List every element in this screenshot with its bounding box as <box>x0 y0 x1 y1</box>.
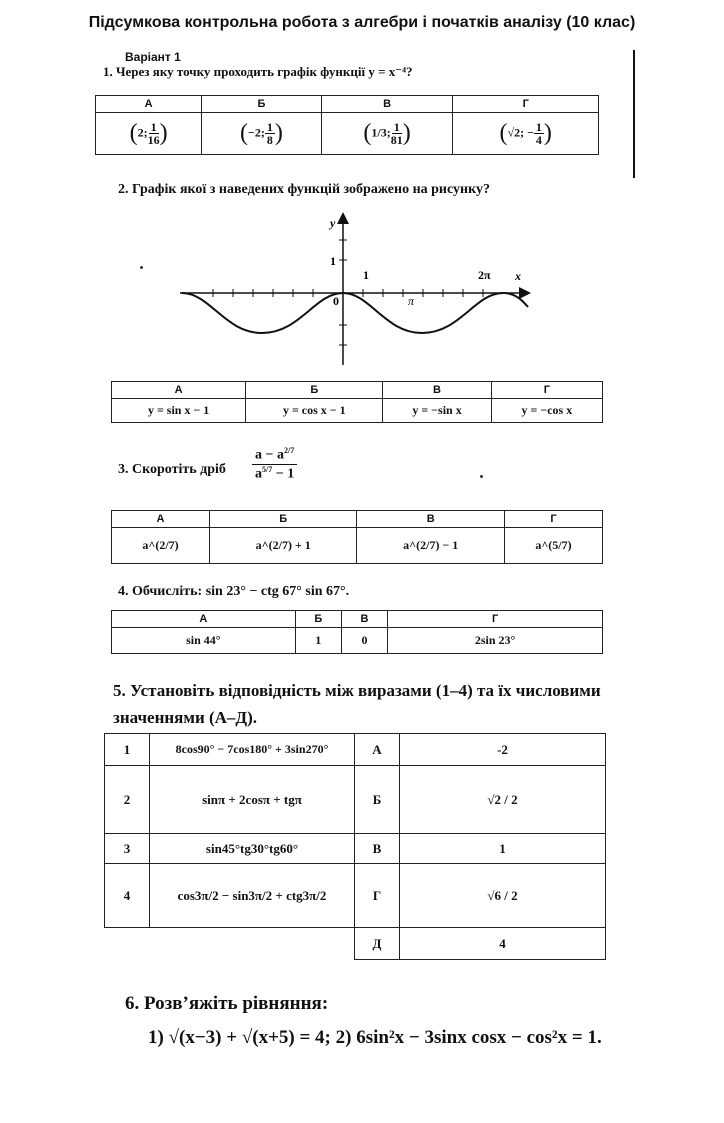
q2-answers-table <box>111 381 603 423</box>
q2-header-g: Г <box>491 382 602 399</box>
q1-header-g: Г <box>453 96 599 113</box>
q4-answers-table <box>111 610 603 654</box>
margin-line <box>633 50 635 178</box>
x-label: x <box>515 269 521 283</box>
q5-row-number: 1 <box>105 734 150 766</box>
q5-row <box>105 734 606 766</box>
q4-header-v: В <box>341 611 387 628</box>
y-one-label: 1 <box>330 254 336 268</box>
q5-letter: В <box>355 834 400 864</box>
q2-option-b[interactable]: y = cos x − 1 <box>246 399 383 423</box>
q3-fraction: $a - a^{2/7}$ $a^{5/7} - 1$ <box>252 446 297 482</box>
q5-value: 4 <box>400 928 606 960</box>
stray-dot <box>140 266 143 269</box>
q1-option-b[interactable]: (−2; $\frac{1}{8}$ ) <box>202 113 321 155</box>
q2-option-g[interactable]: y = −cos x <box>491 399 602 423</box>
q5-row <box>105 928 606 960</box>
q5-value: 1 <box>400 834 606 864</box>
q3-header-v: В <box>357 511 504 528</box>
q4-option-b[interactable]: 1 <box>295 628 341 654</box>
q1-answers-table <box>95 95 599 155</box>
pi-label: π <box>408 294 415 308</box>
q5-letter: А <box>355 734 400 766</box>
page-title: Підсумкова контрольна робота з алгебри і початків аналізу (10 клас) <box>88 14 636 31</box>
q5-value: √6 / 2 <box>400 864 606 928</box>
q3-answers-table <box>111 510 603 564</box>
stray-dot-2 <box>480 475 483 478</box>
q5-expression: sin45°tg30°tg60° <box>150 834 355 864</box>
q5-expression: 8cos90° − 7cos180° + 3sin270° <box>150 734 355 766</box>
question-1: 1. Через яку точку проходить графік функції y = x⁻⁴? <box>103 64 413 79</box>
q4-header-g: Г <box>388 611 603 628</box>
q1-header-v: В <box>321 96 453 113</box>
cosine-graph <box>170 205 540 370</box>
q5-row-number <box>105 928 150 960</box>
q3-header-g: Г <box>504 511 602 528</box>
q5-value: -2 <box>400 734 606 766</box>
q5-expression <box>150 928 355 960</box>
question-4: 4. Обчисліть: sin 23° − ctg 67° sin 67°. <box>118 584 350 599</box>
question-2: 2. Графік якої з наведених функцій зображено на рисунку? <box>118 182 490 197</box>
q5-letter: Д <box>355 928 400 960</box>
q5-expression: sinπ + 2cosπ + tgπ <box>150 766 355 834</box>
q1-option-g[interactable]: (√2; − $\frac{1}{4}$ ) <box>453 113 599 155</box>
y-label: y <box>330 216 336 230</box>
q4-option-v[interactable]: 0 <box>341 628 387 654</box>
q5-row-number: 3 <box>105 834 150 864</box>
question-5: 5. Установіть відповідність між виразами (1–4) та їх числовими значеннями (А–Д). <box>113 681 601 727</box>
variant-label: Варіант 1 <box>125 50 181 64</box>
q1-header-b: Б <box>202 96 321 113</box>
q5-expression: cos3π/2 − sin3π/2 + ctg3π/2 <box>150 864 355 928</box>
q1-option-a[interactable]: (2; $\frac{1}{16}$ ) <box>96 113 202 155</box>
x-one-label: 1 <box>363 268 369 282</box>
q3-header-b: Б <box>210 511 357 528</box>
q5-row <box>105 864 606 928</box>
q3-option-v[interactable]: a^(2/7) − 1 <box>357 528 504 564</box>
q4-header-a: А <box>112 611 296 628</box>
q5-row <box>105 834 606 864</box>
q5-letter: Г <box>355 864 400 928</box>
q2-header-b: Б <box>246 382 383 399</box>
q5-letter: Б <box>355 766 400 834</box>
q5-row-number: 4 <box>105 864 150 928</box>
q2-option-v[interactable]: y = −sin x <box>383 399 491 423</box>
q3-header-a: А <box>112 511 210 528</box>
q3-option-b[interactable]: a^(2/7) + 1 <box>210 528 357 564</box>
two-pi-label: 2π <box>478 268 491 282</box>
q2-option-a[interactable]: y = sin x − 1 <box>112 399 246 423</box>
q1-option-v[interactable]: (1/3; $\frac{1}{81}$ ) <box>321 113 453 155</box>
question-3: 3. Скоротіть дріб <box>118 462 226 477</box>
q3-option-a[interactable]: a^(2/7) <box>112 528 210 564</box>
graph-curve <box>182 293 528 333</box>
q4-header-b: Б <box>295 611 341 628</box>
q5-row <box>105 766 606 834</box>
origin-label: 0 <box>333 294 339 308</box>
q5-matching-table <box>104 733 606 960</box>
q3-option-g[interactable]: a^(5/7) <box>504 528 602 564</box>
question-6: 6. Розв’яжіть рівняння: <box>125 993 329 1014</box>
q2-header-a: А <box>112 382 246 399</box>
q5-value: √2 / 2 <box>400 766 606 834</box>
q4-option-a[interactable]: sin 44° <box>112 628 296 654</box>
q2-header-v: В <box>383 382 491 399</box>
q5-row-number: 2 <box>105 766 150 834</box>
q1-header-a: А <box>96 96 202 113</box>
q6-equations: 1) √(x−3) + √(x+5) = 4; 2) 6sin²x − 3sinx cosx − cos²x = 1. <box>148 1027 602 1048</box>
q4-option-g[interactable]: 2sin 23° <box>388 628 603 654</box>
